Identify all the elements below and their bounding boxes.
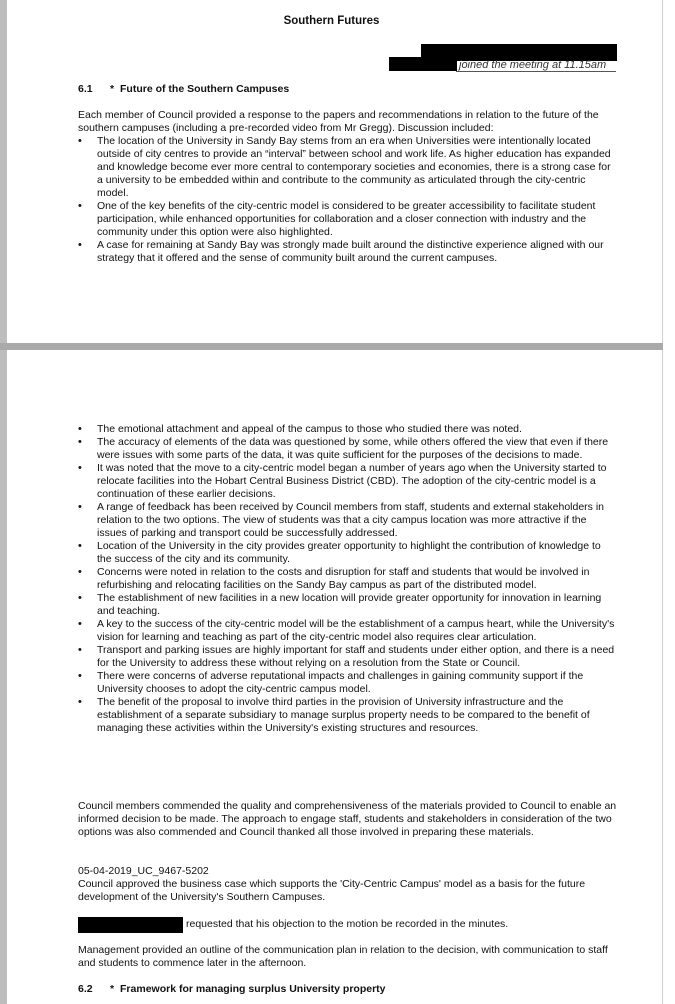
section-number: 6.1 — [78, 83, 93, 95]
discussion-bullet: • A range of feedback has been received by Council members from staff, students and external stakeholders in relation to the two options. The view of students was that a city campus location was more attractive if the issues of parking and transport could be successfully addressed. — [78, 501, 618, 540]
resolution-text: Council approved the business case which supports the 'City-Centric Campus' model as a basis for the future development of the University's Southern Campuses. — [78, 878, 586, 903]
commendation-paragraph: Council members commended the quality and comprehensiveness of the materials provided to Council to enable an informed decision to be made. The approach to engage staff, students and stakeholders in consideration of the two options was also commended and Council thanked all those involved in preparing these materials. — [78, 800, 617, 838]
discussion-bullet: • One of the key benefits of the city-centric model is considered to be greater accessibility to facilitate student participation, while enhanced opportunities for collaboration and a closer connection with industry and the community under this option were also highlighted. — [78, 200, 618, 239]
discussion-bullet: • The emotional attachment and appeal of the campus to those who studied there was noted. — [78, 423, 618, 436]
discussion-bullet: • Concerns were noted in relation to the costs and disruption for staff and students that would be involved in refurbishing and relocating facilities on the Sandy Bay campus as part of the distributed model. — [78, 566, 618, 592]
discussion-bullet: • The location of the University in Sandy Bay stems from an era when Universities were intentionally located outside of city centres to provide an “interval” between school and work life. As higher education has expanded and knowledge become ever more central to contemporary societies and economies, there is a strong case for a university to be embedded within and contribute to the community as articulated through the city-centric model. — [78, 135, 618, 200]
section-title: Framework for managing surplus University property — [120, 983, 386, 995]
section-6-1-heading — [78, 83, 289, 95]
redaction-block — [78, 917, 183, 933]
communication-paragraph: Management provided an outline of the communication plan in relation to the decision, with communication to staff and students to commence later in the afternoon. — [78, 944, 608, 969]
item-marker: * — [110, 83, 115, 95]
joined-meeting-note: joined the meeting at 11.15am — [459, 59, 607, 71]
discussion-bullet: • Location of the University in the city provides greater opportunity to highlight the contribution of knowledge to the success of the city and its community. — [78, 540, 618, 566]
discussion-bullet: • A case for remaining at Sandy Bay was strongly made built around the distinctive experience aligned with our strategy that it offered and the sense of community built around the current campuses. — [78, 239, 618, 265]
discussion-list-page-2 — [78, 423, 618, 735]
section-title: Future of the Southern Campuses — [120, 83, 290, 95]
item-marker: * — [110, 983, 115, 995]
section-6-2-heading — [78, 983, 386, 995]
objection-text: requested that his objection to the motion be recorded in the minutes. — [186, 918, 509, 930]
discussion-bullet: • There were concerns of adverse reputational impacts and challenges in gaining community support if the University chooses to adopt the city-centric campus model. — [78, 670, 618, 696]
discussion-bullet: • The accuracy of elements of the data was questioned by some, while others offered the view that even if there were issues with some parts of the data, it was quite sufficient for the purposes of the decisions to made. — [78, 436, 618, 462]
discussion-bullet: • A key to the success of the city-centric model will be the establishment of a campus heart, while the University's vision for learning and teaching as part of the city-centric model also requires clear articulation. — [78, 618, 618, 644]
discussion-bullet: • The establishment of new facilities in a new location will provide greater opportunity for innovation in learning and teaching. — [78, 592, 618, 618]
intro-paragraph: Each member of Council provided a response to the papers and recommendations in relation to the future of the southern campuses (including a pre-recorded video from Mr Gregg). Discussion included: — [78, 109, 599, 134]
discussion-list-page-1 — [78, 135, 618, 265]
redaction-block — [389, 57, 457, 71]
joined-note-underline — [456, 71, 616, 72]
discussion-bullet: • The benefit of the proposal to involve third parties in the provision of University infrastructure and the establishment of a separate subsidiary to manage surplus property needs to be compared to the benefit of managing these activities within the University's existing structures and resources. — [78, 696, 618, 735]
section-number: 6.2 — [78, 983, 93, 995]
discussion-bullet: • Transport and parking issues are highly important for staff and students under either option, and there is a need for the University to address these without relying on a resolution from the State or Council. — [78, 644, 618, 670]
document-title: Southern Futures — [283, 15, 380, 27]
page-break — [0, 343, 663, 350]
resolution-id: 05-04-2019_UC_9467-5202 — [78, 865, 209, 877]
discussion-bullet: • It was noted that the move to a city-centric model began a number of years ago when the University started to relocate facilities into the Hobart Central Business District (CBD). The adoption of the city-centric model is a continuation of these earlier decisions. — [78, 462, 618, 501]
